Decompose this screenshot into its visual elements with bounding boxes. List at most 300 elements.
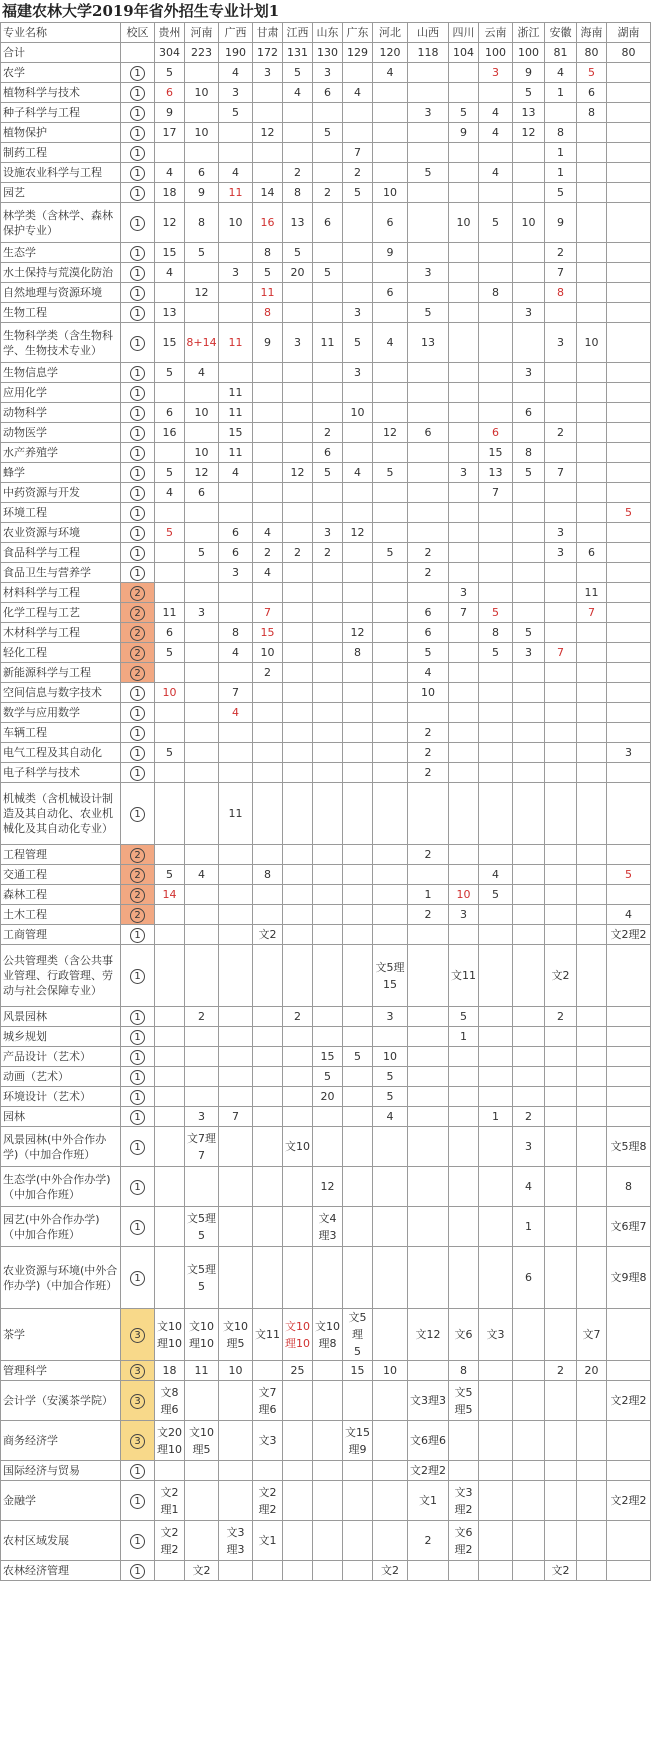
campus-zone-badge: 1 <box>130 216 145 231</box>
quota-cell: 18 <box>155 183 185 203</box>
quota-cell <box>343 683 373 703</box>
quota-cell <box>373 1461 408 1481</box>
quota-cell <box>449 483 479 503</box>
quota-cell <box>185 303 219 323</box>
quota-cell <box>577 123 607 143</box>
campus-zone-cell <box>121 63 155 83</box>
quota-cell <box>607 323 651 363</box>
major-name: 交通工程 <box>1 865 121 885</box>
quota-cell: 5 <box>479 643 513 663</box>
quota-cell <box>607 1107 651 1127</box>
quota-cell <box>577 703 607 723</box>
quota-cell <box>513 743 545 763</box>
quota-cell: 文6理6 <box>408 1421 449 1461</box>
major-name: 水产养殖学 <box>1 443 121 463</box>
quota-cell <box>185 63 219 83</box>
quota-cell: 6 <box>408 603 449 623</box>
campus-zone-badge: 1 <box>130 266 145 281</box>
quota-cell: 9 <box>513 63 545 83</box>
quota-cell <box>607 845 651 865</box>
quota-cell <box>479 1007 513 1027</box>
quota-cell <box>607 203 651 243</box>
quota-cell <box>607 383 651 403</box>
quota-cell: 2 <box>408 845 449 865</box>
quota-cell <box>253 163 283 183</box>
quota-cell <box>343 63 373 83</box>
quota-cell <box>343 905 373 925</box>
table-row <box>1 1107 651 1127</box>
quota-cell: 7 <box>479 483 513 503</box>
quota-cell: 6 <box>155 403 185 423</box>
quota-cell <box>449 623 479 643</box>
quota-cell <box>577 1481 607 1521</box>
campus-zone-cell <box>121 1107 155 1127</box>
table-row <box>1 1309 651 1361</box>
quota-cell: 6 <box>313 83 343 103</box>
quota-cell: 11 <box>219 383 253 403</box>
header-zone: 校区 <box>121 23 155 43</box>
quota-cell <box>283 383 313 403</box>
quota-cell: 5 <box>545 183 577 203</box>
quota-cell: 文5理8 <box>607 1127 651 1167</box>
quota-cell <box>373 83 408 103</box>
quota-cell <box>577 1381 607 1421</box>
campus-zone-cell <box>121 1521 155 1561</box>
quota-cell: 3 <box>513 363 545 383</box>
quota-cell: 5 <box>155 63 185 83</box>
quota-cell: 4 <box>155 483 185 503</box>
quota-cell <box>513 1481 545 1521</box>
quota-cell <box>313 1481 343 1521</box>
quota-cell <box>513 243 545 263</box>
table-row <box>1 443 651 463</box>
quota-cell: 5 <box>219 103 253 123</box>
quota-cell <box>449 523 479 543</box>
quota-cell <box>253 885 283 905</box>
quota-cell <box>253 683 283 703</box>
quota-cell: 1 <box>449 1027 479 1047</box>
major-name: 食品卫生与营养学 <box>1 563 121 583</box>
campus-zone-cell <box>121 383 155 403</box>
quota-cell <box>343 1561 373 1581</box>
quota-cell <box>479 323 513 363</box>
campus-zone-cell <box>121 643 155 663</box>
quota-cell <box>607 945 651 1007</box>
quota-cell: 4 <box>607 905 651 925</box>
totals-value: 223 <box>185 43 219 63</box>
quota-cell <box>545 1207 577 1247</box>
campus-zone-badge: 1 <box>130 726 145 741</box>
quota-cell: 12 <box>155 203 185 243</box>
quota-cell <box>449 683 479 703</box>
quota-cell <box>253 1247 283 1309</box>
quota-cell <box>449 763 479 783</box>
quota-cell <box>343 263 373 283</box>
quota-cell: 2 <box>313 543 343 563</box>
quota-cell <box>513 905 545 925</box>
quota-cell <box>513 423 545 443</box>
quota-cell: 8 <box>545 283 577 303</box>
table-row <box>1 683 651 703</box>
campus-zone-cell <box>121 1461 155 1481</box>
campus-zone-badge: 1 <box>130 286 145 301</box>
quota-cell <box>577 1421 607 1461</box>
quota-cell <box>343 703 373 723</box>
quota-cell <box>607 1087 651 1107</box>
totals-label: 合计 <box>1 43 121 63</box>
quota-cell: 3 <box>343 363 373 383</box>
table-row <box>1 1207 651 1247</box>
table-row <box>1 905 651 925</box>
header-province: 云南 <box>479 23 513 43</box>
quota-cell: 3 <box>313 523 343 543</box>
quota-cell <box>449 643 479 663</box>
quota-cell: 10 <box>253 643 283 663</box>
quota-cell <box>343 845 373 865</box>
campus-zone-badge: 2 <box>130 848 145 863</box>
quota-cell: 6 <box>513 1247 545 1309</box>
quota-cell <box>219 363 253 383</box>
quota-cell: 8 <box>607 1167 651 1207</box>
quota-cell: 3 <box>185 1107 219 1127</box>
quota-cell <box>219 1421 253 1461</box>
campus-zone-badge: 1 <box>130 506 145 521</box>
quota-cell <box>479 723 513 743</box>
major-name: 农业资源与环境 <box>1 523 121 543</box>
major-name: 公共管理类（含公共事业管理、行政管理、劳动与社会保障专业） <box>1 945 121 1007</box>
quota-cell <box>545 1461 577 1481</box>
quota-cell <box>313 1461 343 1481</box>
quota-cell <box>479 1027 513 1047</box>
quota-cell <box>155 723 185 743</box>
quota-cell <box>283 663 313 683</box>
quota-cell <box>313 623 343 643</box>
quota-cell: 4 <box>479 103 513 123</box>
major-name: 动物医学 <box>1 423 121 443</box>
quota-cell: 4 <box>283 83 313 103</box>
table-row <box>1 603 651 623</box>
quota-cell <box>513 503 545 523</box>
quota-cell <box>545 1381 577 1421</box>
quota-cell <box>283 763 313 783</box>
quota-cell: 5 <box>155 743 185 763</box>
quota-cell <box>313 865 343 885</box>
campus-zone-badge: 1 <box>130 1494 145 1509</box>
quota-cell <box>253 483 283 503</box>
quota-cell: 1 <box>479 1107 513 1127</box>
campus-zone-cell <box>121 1361 155 1381</box>
quota-cell: 6 <box>313 443 343 463</box>
table-row <box>1 743 651 763</box>
quota-cell: 文11 <box>253 1309 283 1361</box>
campus-zone-badge: 1 <box>130 686 145 701</box>
campus-zone-cell <box>121 163 155 183</box>
quota-cell <box>513 865 545 885</box>
campus-zone-badge: 1 <box>130 1070 145 1085</box>
totals-value: 304 <box>155 43 185 63</box>
header-province: 贵州 <box>155 23 185 43</box>
quota-cell <box>607 143 651 163</box>
quota-cell <box>607 283 651 303</box>
quota-cell <box>545 1027 577 1047</box>
quota-cell: 2 <box>545 423 577 443</box>
quota-cell <box>513 1361 545 1381</box>
quota-cell <box>185 1521 219 1561</box>
quota-cell <box>373 905 408 925</box>
quota-cell <box>607 543 651 563</box>
table-row <box>1 1481 651 1521</box>
quota-cell: 5 <box>373 543 408 563</box>
quota-cell <box>513 845 545 865</box>
quota-cell <box>253 945 283 1007</box>
quota-cell <box>219 1027 253 1047</box>
table-row <box>1 563 651 583</box>
quota-cell <box>313 103 343 123</box>
quota-cell: 15 <box>343 1361 373 1381</box>
table-row <box>1 1561 651 1581</box>
quota-cell <box>343 563 373 583</box>
quota-cell <box>449 543 479 563</box>
quota-cell <box>513 703 545 723</box>
quota-cell <box>479 1167 513 1207</box>
quota-cell <box>408 63 449 83</box>
quota-cell <box>607 1047 651 1067</box>
quota-cell <box>408 1007 449 1027</box>
quota-cell <box>513 1521 545 1561</box>
totals-value: 81 <box>545 43 577 63</box>
quota-cell <box>607 1007 651 1027</box>
quota-cell <box>283 503 313 523</box>
quota-cell <box>577 683 607 703</box>
campus-zone-badge: 1 <box>130 366 145 381</box>
campus-zone-badge: 1 <box>130 466 145 481</box>
quota-cell <box>479 143 513 163</box>
quota-cell: 1 <box>513 1207 545 1247</box>
quota-cell <box>313 1107 343 1127</box>
quota-cell: 文2 <box>373 1561 408 1581</box>
quota-cell: 4 <box>408 663 449 683</box>
quota-cell <box>513 1027 545 1047</box>
quota-cell <box>607 1067 651 1087</box>
quota-cell <box>343 1207 373 1247</box>
quota-cell <box>313 1381 343 1421</box>
major-name: 工商管理 <box>1 925 121 945</box>
quota-cell <box>577 463 607 483</box>
major-name: 风景园林 <box>1 1007 121 1027</box>
quota-cell <box>185 1087 219 1107</box>
quota-cell <box>607 1361 651 1381</box>
quota-cell: 5 <box>343 183 373 203</box>
quota-cell: 10 <box>219 1361 253 1381</box>
header-province: 四川 <box>449 23 479 43</box>
quota-cell <box>408 583 449 603</box>
quota-cell <box>313 703 343 723</box>
campus-zone-cell <box>121 263 155 283</box>
quota-cell <box>513 1421 545 1461</box>
quota-cell <box>408 865 449 885</box>
quota-cell <box>607 885 651 905</box>
quota-cell <box>479 1381 513 1421</box>
quota-cell <box>577 1247 607 1309</box>
quota-cell <box>513 383 545 403</box>
quota-cell: 3 <box>513 1127 545 1167</box>
campus-zone-cell <box>121 945 155 1007</box>
quota-cell <box>577 743 607 763</box>
quota-cell <box>449 443 479 463</box>
quota-cell <box>219 1127 253 1167</box>
quota-cell: 文11 <box>449 945 479 1007</box>
quota-cell <box>577 885 607 905</box>
quota-cell: 8 <box>449 1361 479 1381</box>
quota-cell <box>185 1381 219 1421</box>
quota-cell <box>449 1087 479 1107</box>
quota-cell <box>408 1247 449 1309</box>
quota-cell <box>513 723 545 743</box>
quota-cell <box>607 703 651 723</box>
campus-zone-badge: 1 <box>130 1110 145 1125</box>
table-row <box>1 103 651 123</box>
quota-cell <box>155 845 185 865</box>
quota-cell <box>283 603 313 623</box>
quota-cell <box>253 383 283 403</box>
table-row <box>1 925 651 945</box>
quota-cell <box>283 643 313 663</box>
quota-cell: 15 <box>313 1047 343 1067</box>
quota-cell <box>577 905 607 925</box>
quota-cell: 文1 <box>408 1481 449 1521</box>
quota-cell <box>283 1027 313 1047</box>
quota-cell <box>313 743 343 763</box>
quota-cell <box>219 1207 253 1247</box>
quota-cell: 9 <box>545 203 577 243</box>
quota-cell <box>449 323 479 363</box>
quota-cell: 文10 <box>283 1127 313 1167</box>
quota-cell <box>219 723 253 743</box>
quota-cell: 12 <box>313 1167 343 1207</box>
quota-cell: 9 <box>155 103 185 123</box>
quota-cell <box>219 663 253 683</box>
major-name: 园艺 <box>1 183 121 203</box>
quota-cell: 4 <box>219 463 253 483</box>
quota-cell <box>185 103 219 123</box>
table-row <box>1 83 651 103</box>
quota-cell: 2 <box>408 763 449 783</box>
quota-cell <box>185 743 219 763</box>
campus-zone-badge: 1 <box>130 426 145 441</box>
quota-cell <box>479 583 513 603</box>
major-name: 车辆工程 <box>1 723 121 743</box>
quota-cell: 16 <box>253 203 283 243</box>
major-name: 会计学（安溪茶学院） <box>1 1381 121 1421</box>
major-name: 土木工程 <box>1 905 121 925</box>
quota-cell: 4 <box>219 163 253 183</box>
major-name: 空间信息与数字技术 <box>1 683 121 703</box>
quota-cell <box>545 363 577 383</box>
quota-cell: 5 <box>479 203 513 243</box>
quota-cell <box>283 103 313 123</box>
major-name: 食品科学与工程 <box>1 543 121 563</box>
quota-cell <box>513 1461 545 1481</box>
quota-cell: 文2理2 <box>607 1381 651 1421</box>
quota-cell <box>253 1167 283 1207</box>
major-name: 农业资源与环境(中外合作办学)（中加合作班） <box>1 1247 121 1309</box>
quota-cell <box>607 623 651 643</box>
quota-cell: 文12 <box>408 1309 449 1361</box>
quota-cell: 4 <box>185 363 219 383</box>
quota-cell: 2 <box>408 563 449 583</box>
table-row <box>1 483 651 503</box>
quota-cell <box>185 563 219 583</box>
quota-cell <box>577 283 607 303</box>
totals-value: 100 <box>513 43 545 63</box>
campus-zone-cell <box>121 183 155 203</box>
quota-cell <box>373 683 408 703</box>
major-name: 园艺(中外合作办学)（中加合作班） <box>1 1207 121 1247</box>
quota-cell <box>253 1067 283 1087</box>
quota-cell: 20 <box>283 263 313 283</box>
totals-value: 104 <box>449 43 479 63</box>
quota-cell <box>607 1027 651 1047</box>
campus-zone-cell <box>121 243 155 263</box>
quota-cell <box>373 743 408 763</box>
major-name: 生物科学类（含生物科学、生物技术专业） <box>1 323 121 363</box>
quota-cell: 3 <box>343 303 373 323</box>
table-row <box>1 383 651 403</box>
quota-cell: 6 <box>185 483 219 503</box>
header-province: 山东 <box>313 23 343 43</box>
quota-cell <box>408 123 449 143</box>
quota-cell: 文2 <box>545 945 577 1007</box>
quota-cell <box>607 363 651 383</box>
quota-cell <box>607 63 651 83</box>
quota-cell: 12 <box>513 123 545 143</box>
campus-zone-cell <box>121 663 155 683</box>
quota-cell <box>283 1047 313 1067</box>
quota-cell <box>449 1207 479 1247</box>
quota-cell: 文3 <box>479 1309 513 1361</box>
quota-cell: 文7 <box>577 1309 607 1361</box>
quota-cell <box>343 945 373 1007</box>
quota-cell <box>479 1047 513 1067</box>
major-name: 森林工程 <box>1 885 121 905</box>
quota-cell <box>607 1561 651 1581</box>
major-name: 设施农业科学与工程 <box>1 163 121 183</box>
quota-cell: 2 <box>408 543 449 563</box>
quota-cell <box>155 1107 185 1127</box>
table-row <box>1 283 651 303</box>
campus-zone-badge: 1 <box>130 1180 145 1195</box>
quota-cell <box>155 1067 185 1087</box>
major-name: 城乡规划 <box>1 1027 121 1047</box>
quota-cell <box>185 905 219 925</box>
quota-cell <box>373 623 408 643</box>
table-row <box>1 163 651 183</box>
quota-cell <box>607 443 651 463</box>
campus-zone-badge: 2 <box>130 606 145 621</box>
header-province: 海南 <box>577 23 607 43</box>
quota-cell: 12 <box>343 623 373 643</box>
quota-cell <box>155 1247 185 1309</box>
quota-cell <box>577 925 607 945</box>
table-row <box>1 845 651 865</box>
quota-cell <box>513 885 545 905</box>
quota-cell: 8 <box>253 303 283 323</box>
header-province: 甘肃 <box>253 23 283 43</box>
quota-cell <box>253 703 283 723</box>
table-row <box>1 503 651 523</box>
quota-cell <box>545 925 577 945</box>
quota-cell: 2 <box>313 423 343 443</box>
